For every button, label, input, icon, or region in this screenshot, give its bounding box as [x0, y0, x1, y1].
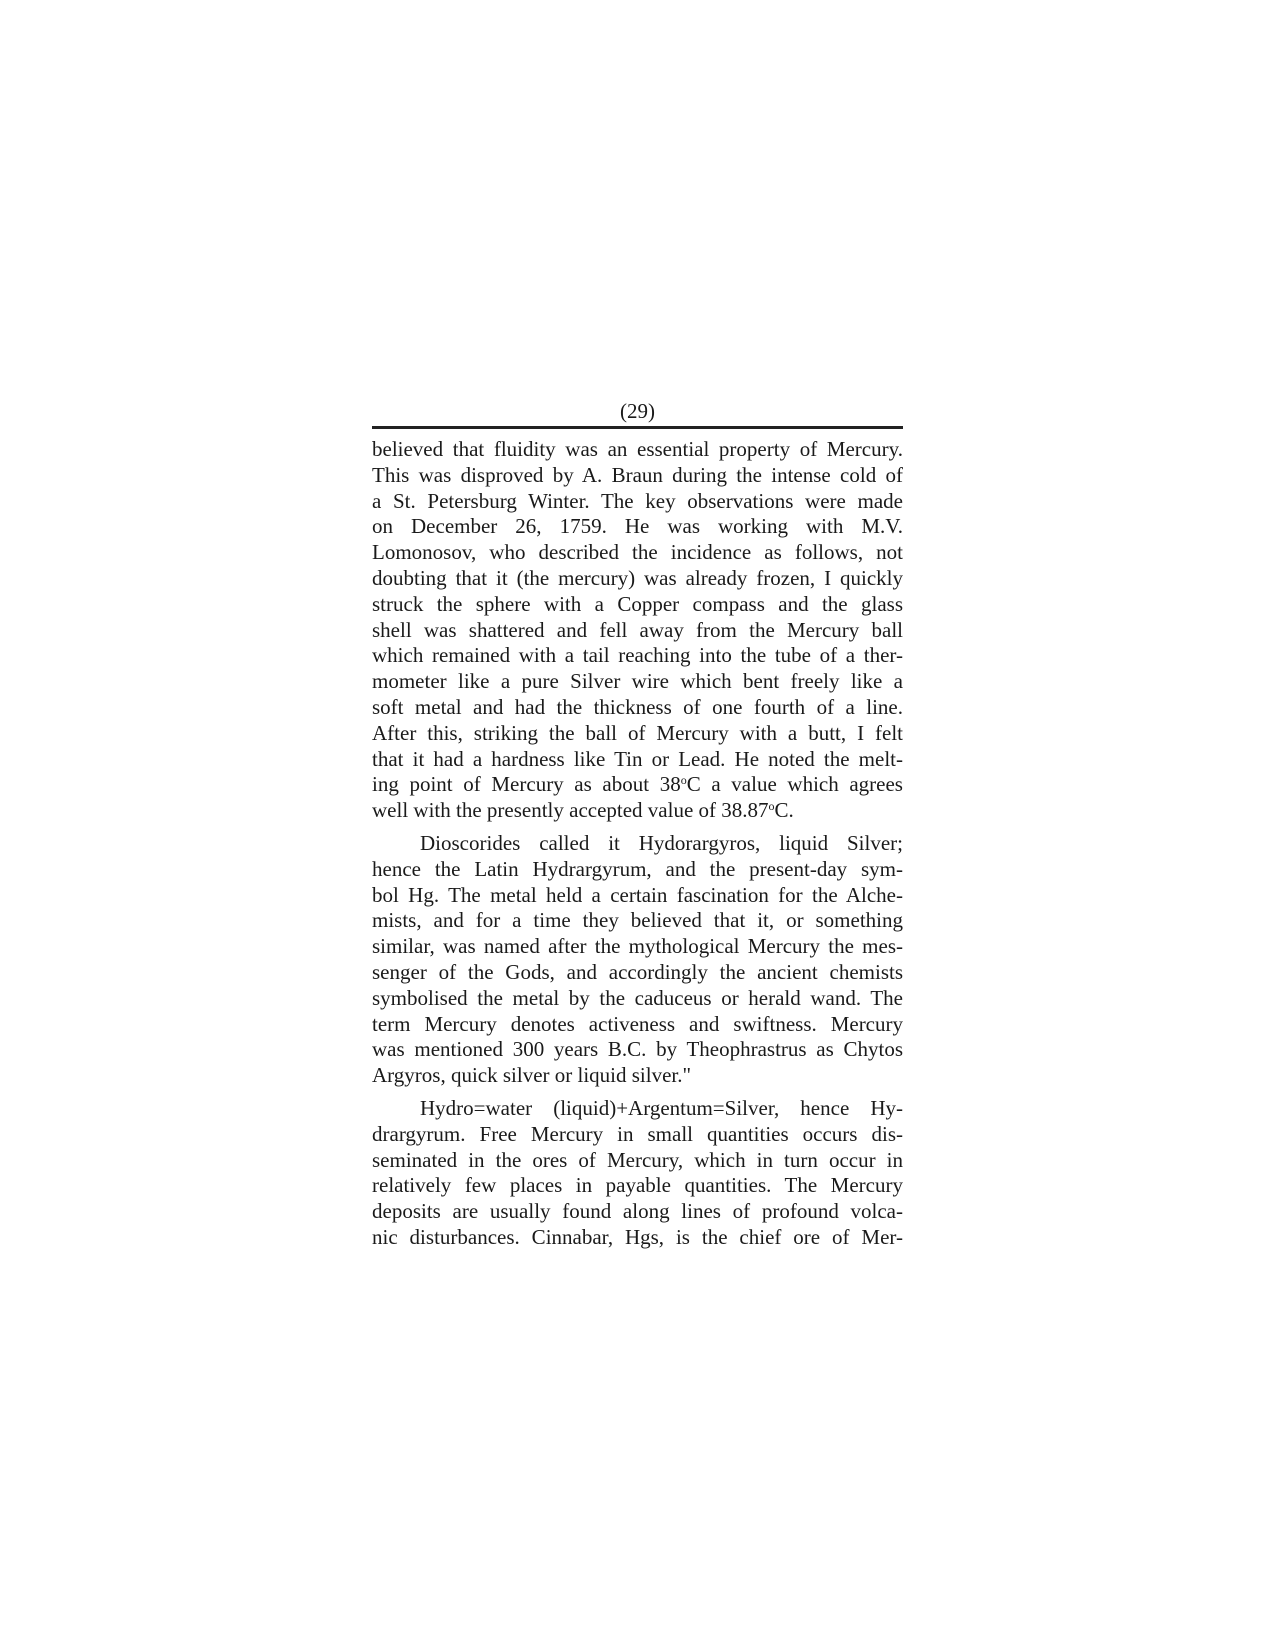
- paragraph-line: [372, 772, 903, 798]
- paragraph-line: [372, 798, 903, 824]
- paragraph-line: believed that fluidity was an essential property of Mercury.: [372, 437, 903, 461]
- paragraph-line: a St. Petersburg Winter. The key observations were made: [372, 488, 903, 513]
- paragraph-3: [372, 1096, 903, 1251]
- page-number: (29): [620, 399, 655, 423]
- paragraph-line: After this, striking the ball of Mercury with a butt, I felt: [372, 720, 903, 745]
- line-text: well with the presently accepted value of 38.87: [372, 798, 769, 823]
- paragraph-line: term Mercury denotes activeness and swiftness. Mercury: [372, 1011, 903, 1036]
- paragraph-line: doubting that it (the mercury) was already frozen, I quickly: [372, 565, 903, 590]
- paragraph-line: soft metal and had the thickness of one fourth of a line.: [372, 694, 903, 719]
- degree-mark: o: [680, 773, 687, 788]
- paragraph-line: nic disturbances. Cinnabar, Hgs, is the chief ore of Mer-: [372, 1224, 903, 1249]
- paragraph-line: mometer like a pure Silver wire which bent freely like a: [372, 669, 903, 694]
- line-text: C.: [774, 798, 794, 823]
- paragraph-line: drargyrum. Free Mercury in small quantities occurs dis-: [372, 1121, 903, 1146]
- paragraph-line: on December 26, 1759. He was working with M.V.: [372, 514, 903, 539]
- paragraph-line: similar, was named after the mythological Mercury the mes-: [372, 934, 903, 959]
- paragraph-line: shell was shattered and fell away from the Mercury ball: [372, 617, 903, 642]
- degree-mark: o: [768, 799, 775, 814]
- paragraph-line: senger of the Gods, and accordingly the ancient chemists: [372, 959, 903, 984]
- paragraph-line: bol Hg. The metal held a certain fascination for the Alche-: [372, 882, 903, 907]
- paragraph-line: was mentioned 300 years B.C. by Theophrastrus as Chytos: [372, 1037, 903, 1062]
- line-text: ing point of Mercury as about 38: [372, 772, 681, 797]
- paragraph-line: Dioscorides called it Hydorargyros, liquid Silver;: [420, 830, 903, 855]
- paragraph-line: struck the sphere with a Copper compass and the glass: [372, 591, 903, 616]
- paragraph-line: which remained with a tail reaching into the tube of a ther-: [372, 643, 903, 668]
- paragraph-line: seminated in the ores of Mercury, which in turn occur in: [372, 1147, 903, 1172]
- paragraph-line: Lomonosov, who described the incidence as follows, not: [372, 540, 903, 565]
- paragraph-line: hence the Latin Hydrargyrum, and the present-day sym-: [372, 856, 903, 881]
- paragraph-line: deposits are usually found along lines of profound volca-: [372, 1199, 903, 1224]
- paragraph-line: mists, and for a time they believed that it, or something: [372, 908, 903, 933]
- paragraph-2: [372, 831, 903, 1089]
- paragraph-line: symbolised the metal by the caduceus or herald wand. The: [372, 985, 903, 1010]
- paragraph-line: This was disproved by A. Braun during the intense cold of: [372, 462, 903, 487]
- paragraph-line: that it had a hardness like Tin or Lead. He noted the melt-: [372, 746, 903, 771]
- paragraph-line: Argyros, quick silver or liquid silver.": [372, 1063, 692, 1088]
- body-text: [372, 437, 903, 1251]
- line-text: C a value which agrees: [686, 772, 903, 797]
- paragraph-line: relatively few places in payable quantities. The Mercury: [372, 1173, 903, 1198]
- paragraph-line: Hydro=water (liquid)+Argentum=Silver, hence Hy-: [420, 1095, 903, 1120]
- header-rule: [372, 426, 903, 429]
- paragraph-1: [372, 437, 903, 824]
